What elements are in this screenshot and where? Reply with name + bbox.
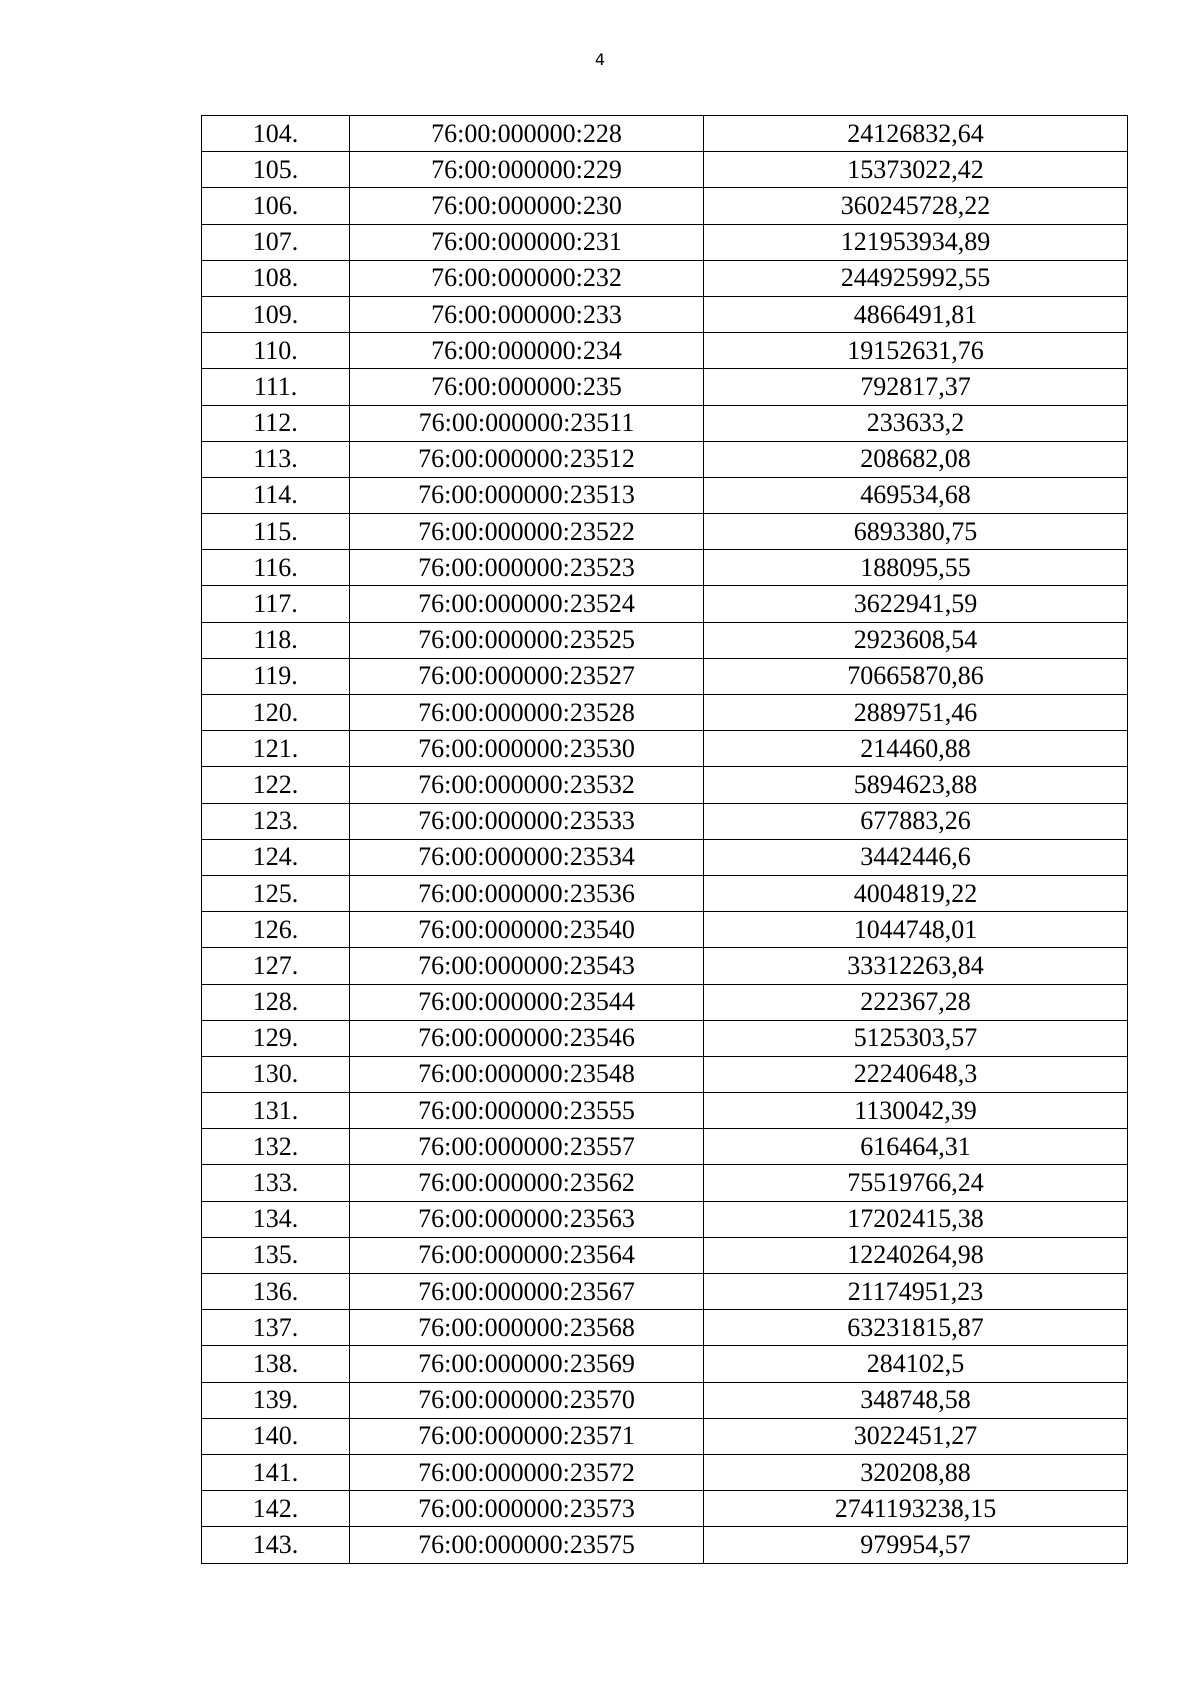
cadastral-value-cell: 222367,28 — [704, 984, 1128, 1020]
row-number-cell: 119. — [202, 658, 350, 694]
table-row — [202, 1382, 1128, 1418]
row-number-cell: 139. — [202, 1382, 350, 1418]
table-row — [202, 1201, 1128, 1237]
row-number-cell: 138. — [202, 1346, 350, 1382]
table-row — [202, 333, 1128, 369]
table-row — [202, 260, 1128, 296]
cadastral-value-cell: 188095,55 — [704, 550, 1128, 586]
cadastral-number-cell: 76:00:000000:23544 — [350, 984, 704, 1020]
cadastral-value-cell: 63231815,87 — [704, 1310, 1128, 1346]
cadastral-number-cell: 76:00:000000:23513 — [350, 477, 704, 513]
table-row — [202, 1454, 1128, 1490]
cadastral-number-cell: 76:00:000000:23525 — [350, 622, 704, 658]
table-row — [202, 839, 1128, 875]
page-number: 4 — [594, 50, 606, 69]
cadastral-number-cell: 76:00:000000:23511 — [350, 405, 704, 441]
cadastral-number-cell: 76:00:000000:23512 — [350, 441, 704, 477]
row-number-cell: 124. — [202, 839, 350, 875]
table-row — [202, 622, 1128, 658]
cadastral-value-cell: 12240264,98 — [704, 1237, 1128, 1273]
table-row — [202, 1346, 1128, 1382]
cadastral-value-cell: 3022451,27 — [704, 1418, 1128, 1454]
cadastral-number-cell: 76:00:000000:23568 — [350, 1310, 704, 1346]
cadastral-value-cell: 3442446,6 — [704, 839, 1128, 875]
row-number-cell: 107. — [202, 224, 350, 260]
cadastral-value-cell: 4866491,81 — [704, 296, 1128, 332]
table-row — [202, 1274, 1128, 1310]
row-number-cell: 142. — [202, 1491, 350, 1527]
cadastral-value-cell: 2741193238,15 — [704, 1491, 1128, 1527]
cadastral-number-cell: 76:00:000000:230 — [350, 188, 704, 224]
table-row — [202, 803, 1128, 839]
row-number-cell: 125. — [202, 875, 350, 911]
row-number-cell: 134. — [202, 1201, 350, 1237]
table-row — [202, 477, 1128, 513]
row-number-cell: 129. — [202, 1020, 350, 1056]
cadastral-value-cell: 677883,26 — [704, 803, 1128, 839]
table-row — [202, 1165, 1128, 1201]
cadastral-number-cell: 76:00:000000:235 — [350, 369, 704, 405]
row-number-cell: 131. — [202, 1093, 350, 1129]
cadastral-number-cell: 76:00:000000:228 — [350, 116, 704, 152]
table-row — [202, 948, 1128, 984]
table-row — [202, 912, 1128, 948]
cadastral-value-cell: 616464,31 — [704, 1129, 1128, 1165]
table-row — [202, 369, 1128, 405]
cadastral-number-cell: 76:00:000000:232 — [350, 260, 704, 296]
table-row — [202, 224, 1128, 260]
cadastral-value-table — [201, 115, 1128, 1564]
cadastral-value-cell: 4004819,22 — [704, 875, 1128, 911]
row-number-cell: 109. — [202, 296, 350, 332]
row-number-cell: 136. — [202, 1274, 350, 1310]
cadastral-number-cell: 76:00:000000:23543 — [350, 948, 704, 984]
cadastral-value-cell: 3622941,59 — [704, 586, 1128, 622]
cadastral-value-cell: 348748,58 — [704, 1382, 1128, 1418]
cadastral-number-cell: 76:00:000000:23564 — [350, 1237, 704, 1273]
cadastral-value-cell: 21174951,23 — [704, 1274, 1128, 1310]
table-row — [202, 1310, 1128, 1346]
table-row — [202, 550, 1128, 586]
cadastral-number-cell: 76:00:000000:23536 — [350, 875, 704, 911]
row-number-cell: 127. — [202, 948, 350, 984]
table-row — [202, 116, 1128, 152]
cadastral-number-cell: 76:00:000000:23575 — [350, 1527, 704, 1563]
table-row — [202, 586, 1128, 622]
row-number-cell: 117. — [202, 586, 350, 622]
cadastral-value-cell: 2923608,54 — [704, 622, 1128, 658]
row-number-cell: 118. — [202, 622, 350, 658]
cadastral-number-cell: 76:00:000000:23532 — [350, 767, 704, 803]
row-number-cell: 112. — [202, 405, 350, 441]
cadastral-number-cell: 76:00:000000:23540 — [350, 912, 704, 948]
table-row — [202, 984, 1128, 1020]
cadastral-value-cell: 17202415,38 — [704, 1201, 1128, 1237]
cadastral-value-cell: 469534,68 — [704, 477, 1128, 513]
cadastral-number-cell: 76:00:000000:23546 — [350, 1020, 704, 1056]
cadastral-number-cell: 76:00:000000:234 — [350, 333, 704, 369]
table-row — [202, 1418, 1128, 1454]
table-row — [202, 1129, 1128, 1165]
cadastral-number-cell: 76:00:000000:23527 — [350, 658, 704, 694]
table-row — [202, 695, 1128, 731]
table-row — [202, 1020, 1128, 1056]
cadastral-value-cell: 75519766,24 — [704, 1165, 1128, 1201]
table-row — [202, 1491, 1128, 1527]
cadastral-value-cell: 979954,57 — [704, 1527, 1128, 1563]
table-row — [202, 767, 1128, 803]
cadastral-number-cell: 76:00:000000:23571 — [350, 1418, 704, 1454]
row-number-cell: 128. — [202, 984, 350, 1020]
cadastral-number-cell: 76:00:000000:23573 — [350, 1491, 704, 1527]
row-number-cell: 130. — [202, 1056, 350, 1092]
row-number-cell: 132. — [202, 1129, 350, 1165]
row-number-cell: 104. — [202, 116, 350, 152]
cadastral-number-cell: 76:00:000000:233 — [350, 296, 704, 332]
row-number-cell: 108. — [202, 260, 350, 296]
cadastral-value-cell: 22240648,3 — [704, 1056, 1128, 1092]
cadastral-value-cell: 792817,37 — [704, 369, 1128, 405]
cadastral-number-cell: 76:00:000000:23522 — [350, 514, 704, 550]
row-number-cell: 133. — [202, 1165, 350, 1201]
row-number-cell: 141. — [202, 1454, 350, 1490]
row-number-cell: 126. — [202, 912, 350, 948]
cadastral-number-cell: 76:00:000000:23569 — [350, 1346, 704, 1382]
table-row — [202, 152, 1128, 188]
cadastral-number-cell: 76:00:000000:23534 — [350, 839, 704, 875]
cadastral-number-cell: 76:00:000000:23563 — [350, 1201, 704, 1237]
table-row — [202, 658, 1128, 694]
row-number-cell: 113. — [202, 441, 350, 477]
cadastral-number-cell: 76:00:000000:229 — [350, 152, 704, 188]
cadastral-value-cell: 284102,5 — [704, 1346, 1128, 1382]
row-number-cell: 120. — [202, 695, 350, 731]
table-row — [202, 296, 1128, 332]
cadastral-number-cell: 76:00:000000:23572 — [350, 1454, 704, 1490]
table-row — [202, 441, 1128, 477]
cadastral-number-cell: 76:00:000000:23567 — [350, 1274, 704, 1310]
cadastral-value-cell: 6893380,75 — [704, 514, 1128, 550]
cadastral-value-cell: 233633,2 — [704, 405, 1128, 441]
cadastral-value-cell: 5125303,57 — [704, 1020, 1128, 1056]
table-body — [202, 116, 1128, 1564]
table-row — [202, 1237, 1128, 1273]
cadastral-value-cell: 244925992,55 — [704, 260, 1128, 296]
row-number-cell: 116. — [202, 550, 350, 586]
cadastral-value-cell: 360245728,22 — [704, 188, 1128, 224]
row-number-cell: 114. — [202, 477, 350, 513]
row-number-cell: 115. — [202, 514, 350, 550]
table-row — [202, 731, 1128, 767]
cadastral-number-cell: 76:00:000000:23523 — [350, 550, 704, 586]
row-number-cell: 140. — [202, 1418, 350, 1454]
row-number-cell: 106. — [202, 188, 350, 224]
row-number-cell: 143. — [202, 1527, 350, 1563]
row-number-cell: 135. — [202, 1237, 350, 1273]
row-number-cell: 137. — [202, 1310, 350, 1346]
cadastral-number-cell: 76:00:000000:23528 — [350, 695, 704, 731]
table-row — [202, 875, 1128, 911]
cadastral-value-cell: 24126832,64 — [704, 116, 1128, 152]
cadastral-value-cell: 208682,08 — [704, 441, 1128, 477]
table-row — [202, 514, 1128, 550]
cadastral-value-cell: 70665870,86 — [704, 658, 1128, 694]
cadastral-number-cell: 76:00:000000:231 — [350, 224, 704, 260]
row-number-cell: 105. — [202, 152, 350, 188]
row-number-cell: 111. — [202, 369, 350, 405]
cadastral-value-cell: 33312263,84 — [704, 948, 1128, 984]
row-number-cell: 110. — [202, 333, 350, 369]
row-number-cell: 122. — [202, 767, 350, 803]
cadastral-number-cell: 76:00:000000:23548 — [350, 1056, 704, 1092]
cadastral-number-cell: 76:00:000000:23562 — [350, 1165, 704, 1201]
cadastral-number-cell: 76:00:000000:23524 — [350, 586, 704, 622]
cadastral-number-cell: 76:00:000000:23530 — [350, 731, 704, 767]
cadastral-value-cell: 1130042,39 — [704, 1093, 1128, 1129]
cadastral-value-cell: 15373022,42 — [704, 152, 1128, 188]
table-row — [202, 1056, 1128, 1092]
cadastral-number-cell: 76:00:000000:23557 — [350, 1129, 704, 1165]
table-row — [202, 1093, 1128, 1129]
table-row — [202, 405, 1128, 441]
cadastral-value-cell: 214460,88 — [704, 731, 1128, 767]
row-number-cell: 123. — [202, 803, 350, 839]
cadastral-value-cell: 121953934,89 — [704, 224, 1128, 260]
cadastral-value-cell: 19152631,76 — [704, 333, 1128, 369]
table-row — [202, 1527, 1128, 1563]
cadastral-value-cell: 1044748,01 — [704, 912, 1128, 948]
cadastral-number-cell: 76:00:000000:23570 — [350, 1382, 704, 1418]
row-number-cell: 121. — [202, 731, 350, 767]
cadastral-number-cell: 76:00:000000:23555 — [350, 1093, 704, 1129]
cadastral-value-cell: 320208,88 — [704, 1454, 1128, 1490]
table-row — [202, 188, 1128, 224]
cadastral-value-cell: 5894623,88 — [704, 767, 1128, 803]
cadastral-value-cell: 2889751,46 — [704, 695, 1128, 731]
cadastral-number-cell: 76:00:000000:23533 — [350, 803, 704, 839]
